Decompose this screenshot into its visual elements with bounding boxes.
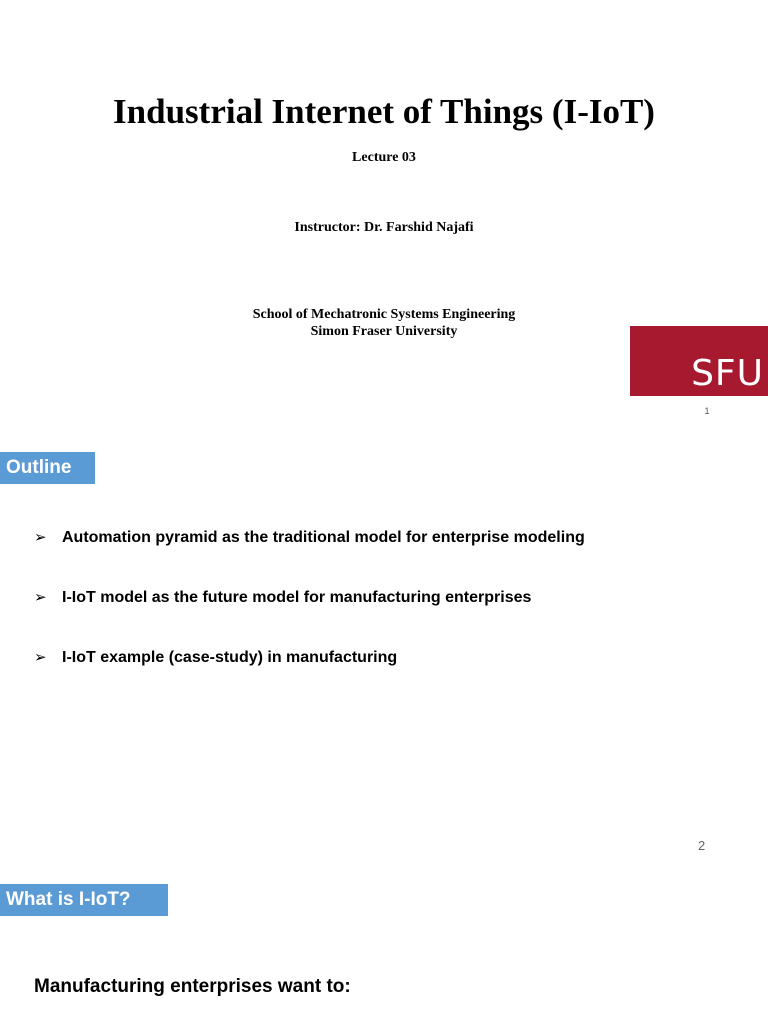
arrow-bullet-icon: ➢ (34, 648, 47, 666)
sfu-logo-text: SFU (691, 353, 764, 394)
outline-bullet (34, 588, 531, 607)
arrow-bullet-icon: ➢ (34, 588, 47, 606)
bullet-text: Automation pyramid as the traditional model for enterprise modeling (62, 529, 585, 546)
slide-title: Industrial Internet of Things (I-IoT) (113, 92, 655, 131)
lecture-number: Lecture 03 (352, 150, 416, 165)
manufacturing-subheading: Manufacturing enterprises want to: (34, 976, 351, 997)
page-number-2: 2 (698, 838, 706, 853)
arrow-bullet-icon: ➢ (34, 528, 47, 546)
page-number-1: 1 (704, 406, 710, 416)
sfu-logo (630, 326, 768, 396)
outline-bullet (34, 648, 397, 667)
outline-heading: Outline (0, 452, 95, 484)
bullet-text: I-IoT example (case-study) in manufacturing (62, 649, 398, 666)
school-name: School of Mechatronic Systems Engineering (252, 307, 516, 322)
university-name: Simon Fraser University (310, 324, 458, 339)
what-is-iiot-heading: What is I-IoT? (0, 884, 168, 916)
outline-bullet (34, 528, 585, 547)
instructor-name: Instructor: Dr. Farshid Najafi (294, 220, 474, 235)
bullet-text: I-IoT model as the future model for manufacturing enterprises (62, 589, 532, 606)
